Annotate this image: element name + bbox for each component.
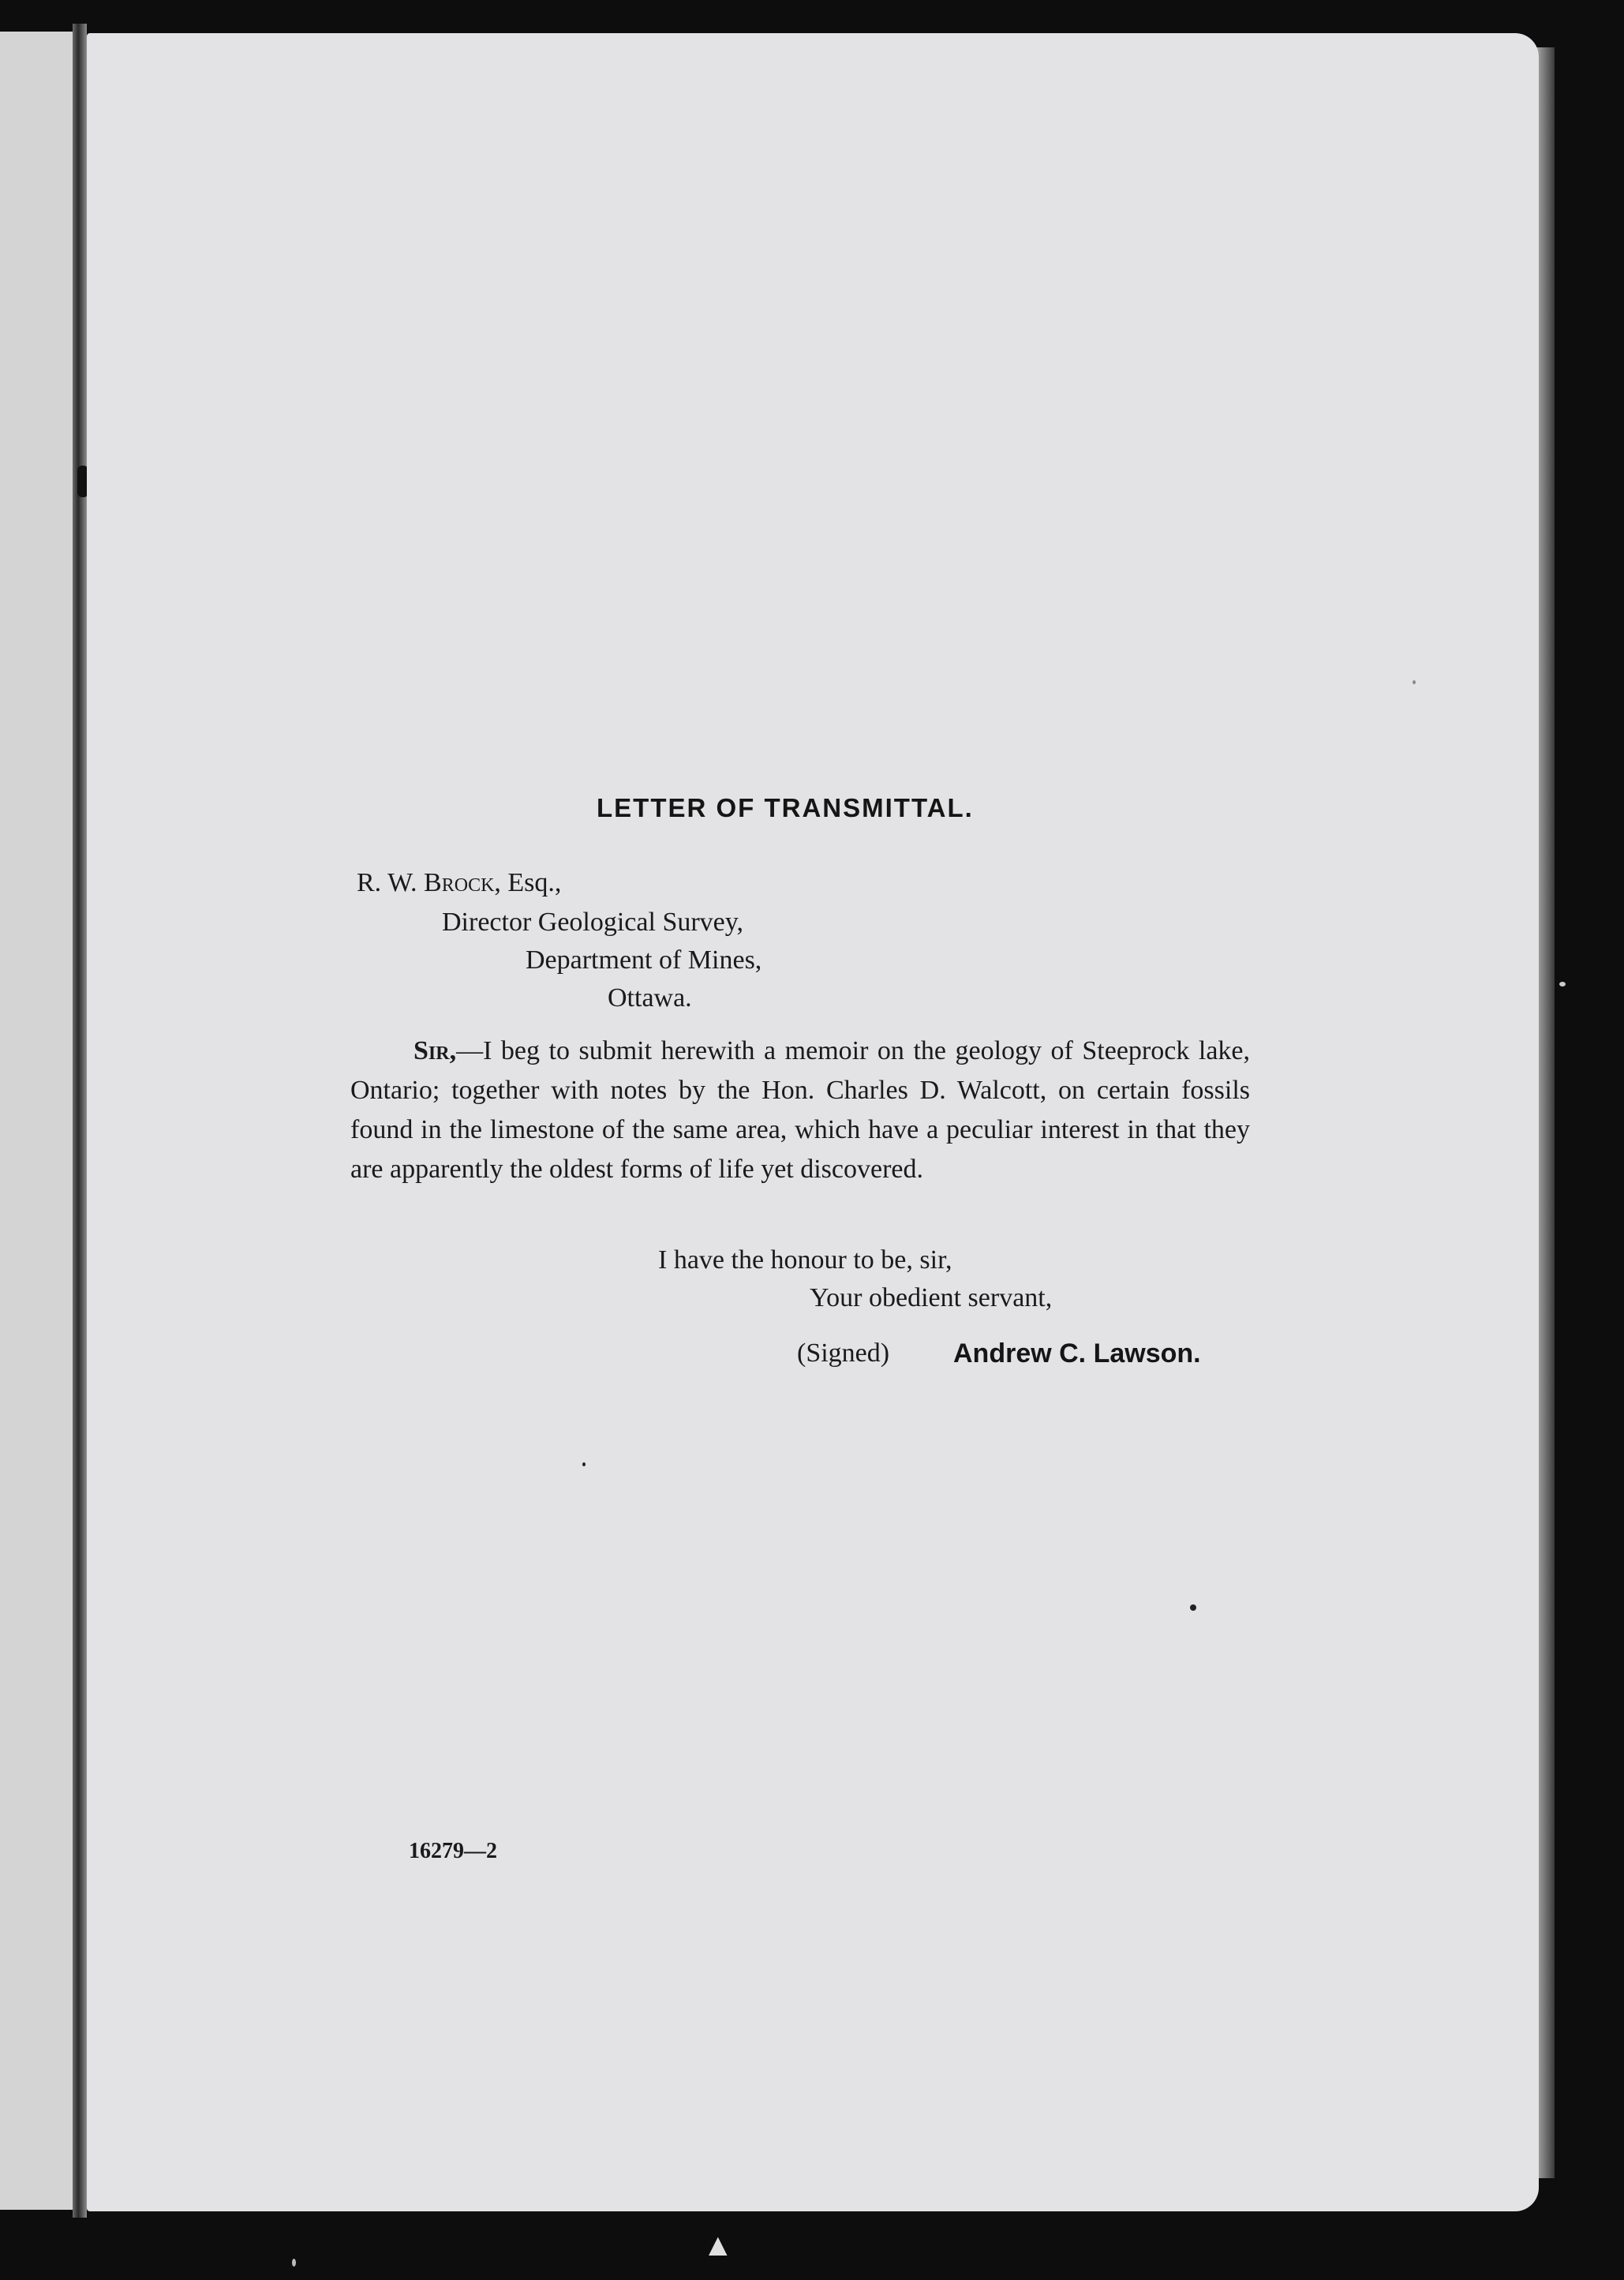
address-line-4: Ottawa. bbox=[608, 983, 692, 1013]
scan-artifact-mark: ▲ bbox=[702, 2227, 734, 2263]
book-spine bbox=[73, 24, 87, 2218]
salutation: Sir, bbox=[413, 1036, 457, 1065]
scan-speck bbox=[582, 1462, 586, 1466]
recipient-suffix: , Esq., bbox=[494, 868, 562, 897]
scan-speck bbox=[1413, 680, 1416, 684]
letter-title: LETTER OF TRANSMITTAL. bbox=[597, 793, 974, 822]
facing-page-edge bbox=[0, 32, 73, 2210]
printer-signature-number: 16279—2 bbox=[409, 1839, 497, 1863]
signer-name: Andrew C. Lawson. bbox=[953, 1338, 1201, 1368]
closing-line-2: Your obedient servant, bbox=[810, 1283, 1053, 1312]
scan-speck bbox=[1190, 1604, 1196, 1611]
signed-label: (Signed) bbox=[797, 1338, 890, 1368]
address-line-3: Department of Mines, bbox=[526, 945, 762, 975]
address-line-2: Director Geological Survey, bbox=[442, 908, 744, 937]
letter-body bbox=[350, 1031, 1250, 1189]
closing-line-1: I have the honour to be, sir, bbox=[658, 1245, 952, 1275]
scan-speck bbox=[1559, 982, 1566, 987]
recipient-line bbox=[357, 868, 561, 898]
body-text: —I beg to submit herewith a memoir on the geology of Steeprock lake, Ontario; together with notes by the Hon. Charles D. Walcott, on certain fossils found in the limestone of the same area, which have a peculiar interest in that they are apparently the oldest forms of life yet discovered. bbox=[350, 1036, 1250, 1184]
scan-speck bbox=[292, 2259, 296, 2267]
recipient-name: Brock bbox=[424, 868, 495, 897]
recipient-prefix: R. W. bbox=[357, 868, 425, 897]
